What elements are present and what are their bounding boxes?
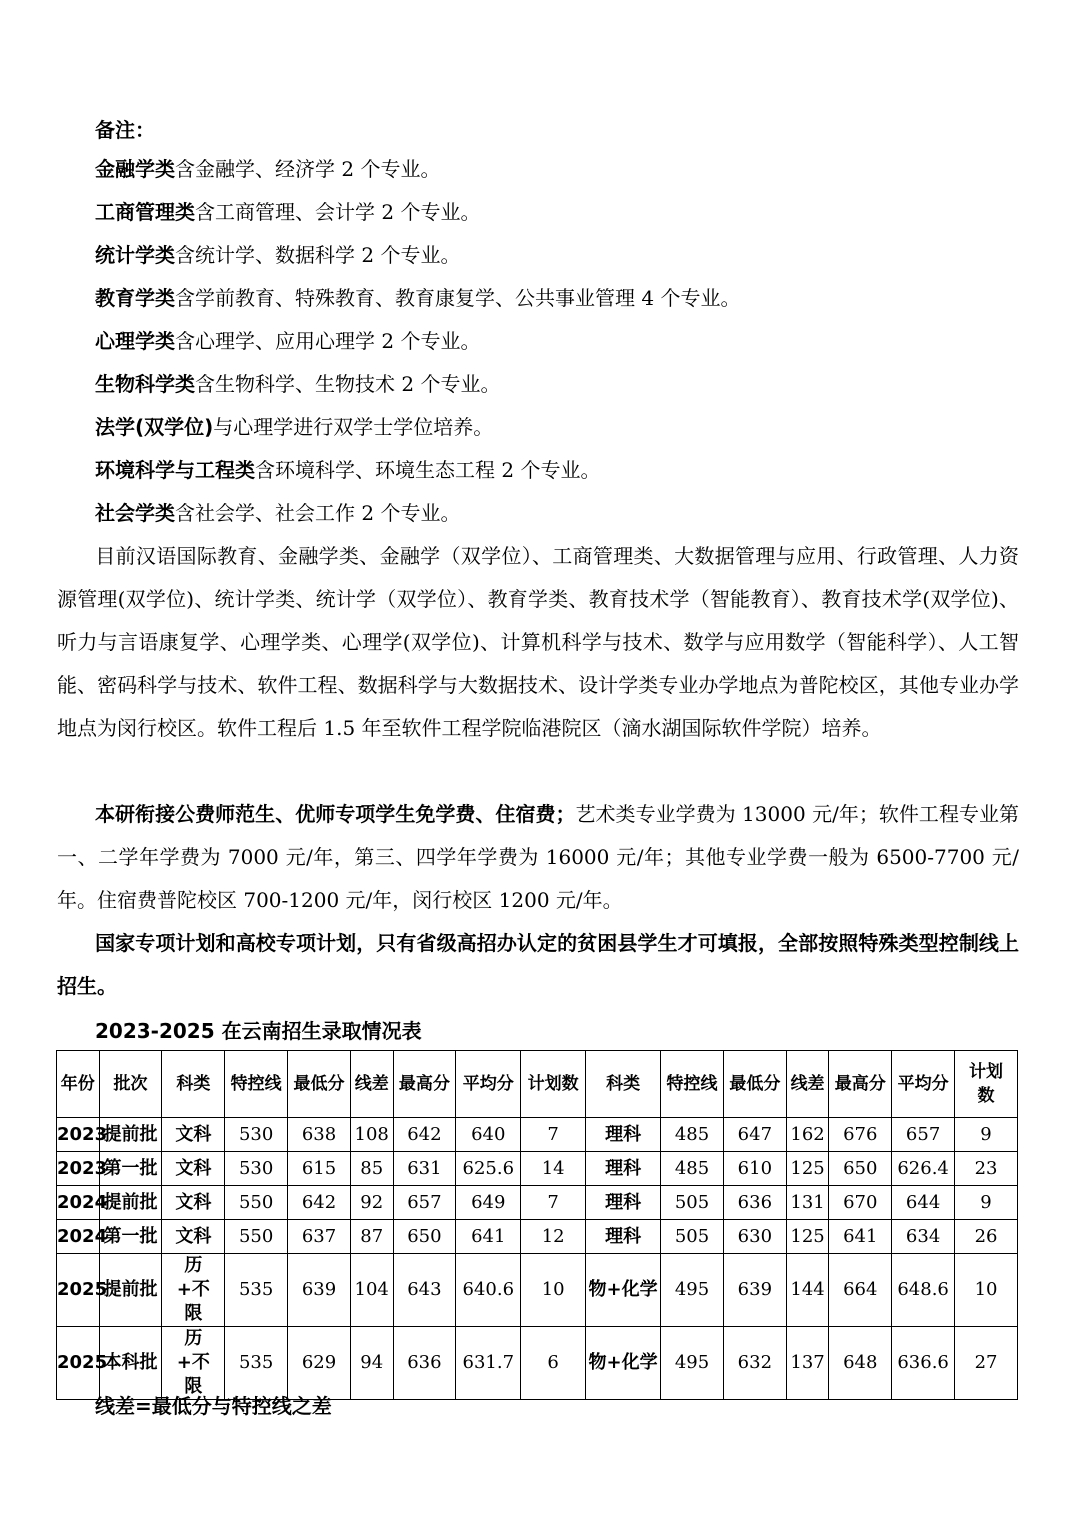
table-cell: 137 [786, 1327, 829, 1400]
note-term: 教育学类 [95, 286, 175, 310]
table-cell: 640.6 [456, 1254, 521, 1327]
batch-cell: 第一批 [99, 1220, 162, 1254]
year-cell: 2024 [57, 1220, 100, 1254]
note-item [95, 327, 480, 355]
table-cell: 649 [456, 1186, 521, 1220]
table-cell: 85 [350, 1152, 393, 1186]
notes-heading: 备注： [95, 118, 155, 142]
batch-cell: 提前批 [99, 1118, 162, 1152]
note-text: 含心理学、应用心理学 2 个专业。 [175, 329, 481, 353]
table-cell: 7 [521, 1118, 586, 1152]
batch-cell: 提前批 [99, 1186, 162, 1220]
fee-paragraph-bold: 本研衔接公费师范生、优师专项学生免学费、住宿费； [95, 802, 576, 826]
batch-cell: 本科批 [99, 1327, 162, 1400]
note-term: 生物科学类 [95, 372, 195, 396]
table-cell: 485 [661, 1152, 724, 1186]
table-cell: 640 [456, 1118, 521, 1152]
table-cell: 144 [786, 1254, 829, 1327]
table-cell: 670 [829, 1186, 892, 1220]
note-text: 含环境科学、环境生态工程 2 个专业。 [255, 458, 601, 482]
subject-cell: 理科 [586, 1152, 661, 1186]
table-cell: 632 [723, 1327, 786, 1400]
table-cell: 9 [955, 1186, 1018, 1220]
table-cell: 92 [350, 1186, 393, 1220]
year-cell: 2024 [57, 1186, 100, 1220]
header-cell: 平均分 [456, 1051, 521, 1118]
note-item [95, 456, 600, 484]
header-cell: 特控线 [661, 1051, 724, 1118]
table-header-row [57, 1051, 1018, 1118]
table-cell: 664 [829, 1254, 892, 1327]
table-cell: 636.6 [892, 1327, 955, 1400]
table-cell: 641 [456, 1220, 521, 1254]
year-cell: 2023 [57, 1152, 100, 1186]
table-cell: 485 [661, 1118, 724, 1152]
note-term: 法学(双学位) [95, 415, 214, 439]
table-row [57, 1220, 1018, 1254]
note-item [95, 155, 440, 183]
header-cell: 线差 [786, 1051, 829, 1118]
table-cell: 550 [225, 1220, 288, 1254]
subject-cell: 文科 [162, 1118, 225, 1152]
subject-cell: 历+不限 [162, 1254, 225, 1327]
header-cell: 年份 [57, 1051, 100, 1118]
header-cell: 最低分 [288, 1051, 351, 1118]
note-item [95, 241, 460, 269]
table-cell: 7 [521, 1186, 586, 1220]
table-row [57, 1186, 1018, 1220]
table-cell: 630 [723, 1220, 786, 1254]
table-cell: 631 [393, 1152, 456, 1186]
note-item [95, 499, 460, 527]
table-cell: 648 [829, 1327, 892, 1400]
table-cell: 505 [661, 1186, 724, 1220]
table-cell: 10 [521, 1254, 586, 1327]
admission-table [56, 1050, 1018, 1400]
header-cell: 最高分 [829, 1051, 892, 1118]
table-cell: 530 [225, 1118, 288, 1152]
table-cell: 641 [829, 1220, 892, 1254]
table-cell: 639 [288, 1254, 351, 1327]
table-cell: 131 [786, 1186, 829, 1220]
note-text: 含学前教育、特殊教育、教育康复学、公共事业管理 4 个专业。 [175, 286, 741, 310]
table-cell: 550 [225, 1186, 288, 1220]
note-text: 含金融学、经济学 2 个专业。 [175, 157, 441, 181]
batch-cell: 提前批 [99, 1254, 162, 1327]
table-cell: 648.6 [892, 1254, 955, 1327]
subject-cell: 历+不限 [162, 1327, 225, 1400]
table-cell: 495 [661, 1327, 724, 1400]
header-cell: 特控线 [225, 1051, 288, 1118]
special-plan-paragraph [57, 922, 1019, 1008]
table-cell: 505 [661, 1220, 724, 1254]
note-text: 含社会学、社会工作 2 个专业。 [175, 501, 461, 525]
header-cell: 最低分 [723, 1051, 786, 1118]
table-row [57, 1254, 1018, 1327]
subject-cell: 物+化学 [586, 1327, 661, 1400]
header-cell: 线差 [350, 1051, 393, 1118]
note-item [95, 370, 500, 398]
note-item [95, 198, 480, 226]
table-cell: 6 [521, 1327, 586, 1400]
table-cell: 530 [225, 1152, 288, 1186]
table-cell: 14 [521, 1152, 586, 1186]
note-text: 与心理学进行双学士学位培养。 [213, 415, 494, 439]
table-cell: 642 [393, 1118, 456, 1152]
table-cell: 27 [955, 1327, 1018, 1400]
table-cell: 23 [955, 1152, 1018, 1186]
year-cell: 2025 [57, 1254, 100, 1327]
table-row [57, 1152, 1018, 1186]
year-cell: 2025 [57, 1327, 100, 1400]
table-cell: 638 [288, 1118, 351, 1152]
table-row [57, 1118, 1018, 1152]
table-cell: 9 [955, 1118, 1018, 1152]
table-cell: 650 [393, 1220, 456, 1254]
table-title: 2023-2025 在云南招生录取情况表 [95, 1019, 422, 1043]
subject-cell: 理科 [586, 1220, 661, 1254]
table-cell: 642 [288, 1186, 351, 1220]
campus-paragraph [57, 535, 1019, 750]
table-cell: 644 [892, 1186, 955, 1220]
header-cell: 科类 [162, 1051, 225, 1118]
year-cell: 2023 [57, 1118, 100, 1152]
note-item [95, 284, 740, 312]
subject-cell: 物+化学 [586, 1254, 661, 1327]
note-term: 社会学类 [95, 501, 175, 525]
campus-paragraph-text: 目前汉语国际教育、金融学类、金融学（双学位）、工商管理类、大数据管理与应用、行政管理、人力资源管理(双学位)、统计学类、统计学（双学位）、教育学类、教育技术学（智能教育）、教育技术学(双学位)、听力与言语康复学、心理学类、心理学(双学位)、计算机科学与技术、数学与应用数学（智能科学）、人工智能、密码科学与技术、软件工程、数据科学与大数据技术、设计学类专业办学地点为普陀校区，其他专业办学地点为闵行校区。软件工程后 1.5 年至软件工程学院临港院区（滴水湖国际软件学院）培养。 [57, 544, 1019, 740]
table-cell: 535 [225, 1327, 288, 1400]
table-row [57, 1327, 1018, 1400]
table-cell: 94 [350, 1327, 393, 1400]
fee-paragraph [57, 793, 1019, 922]
table-cell: 631.7 [456, 1327, 521, 1400]
table-cell: 104 [350, 1254, 393, 1327]
table-cell: 647 [723, 1118, 786, 1152]
note-term: 统计学类 [95, 243, 175, 267]
batch-cell: 第一批 [99, 1152, 162, 1186]
table-cell: 26 [955, 1220, 1018, 1254]
note-term: 环境科学与工程类 [95, 458, 255, 482]
subject-cell: 文科 [162, 1220, 225, 1254]
table-cell: 615 [288, 1152, 351, 1186]
table-cell: 634 [892, 1220, 955, 1254]
table-cell: 636 [393, 1327, 456, 1400]
note-term: 心理学类 [95, 329, 175, 353]
header-cell: 计划数 [955, 1051, 1018, 1118]
table-cell: 12 [521, 1220, 586, 1254]
table-cell: 10 [955, 1254, 1018, 1327]
fee-paragraph-text: 艺术类专业学费为 13000 元/年；软件工程专业第一、二学年学费为 7000 元/年，第三、四学年学费为 16000 元/年；其他专业学费一般为 6500-7700 元/年。住宿费普陀校区 700-1200 元/年，闵行校区 1200 元/年。 [57, 802, 1020, 912]
subject-cell: 文科 [162, 1152, 225, 1186]
header-cell: 最高分 [393, 1051, 456, 1118]
table-cell: 108 [350, 1118, 393, 1152]
subject-cell: 文科 [162, 1186, 225, 1220]
table-cell: 495 [661, 1254, 724, 1327]
header-cell: 科类 [586, 1051, 661, 1118]
table-cell: 125 [786, 1152, 829, 1186]
note-text: 含生物科学、生物技术 2 个专业。 [195, 372, 501, 396]
table-cell: 162 [786, 1118, 829, 1152]
note-item [95, 413, 493, 441]
table-cell: 535 [225, 1254, 288, 1327]
table-cell: 629 [288, 1327, 351, 1400]
table-cell: 657 [393, 1186, 456, 1220]
table-cell: 657 [892, 1118, 955, 1152]
header-cell: 平均分 [892, 1051, 955, 1118]
note-term: 金融学类 [95, 157, 175, 181]
table-cell: 125 [786, 1220, 829, 1254]
subject-cell: 理科 [586, 1118, 661, 1152]
table-cell: 626.4 [892, 1152, 955, 1186]
table-cell: 643 [393, 1254, 456, 1327]
table-cell: 87 [350, 1220, 393, 1254]
note-text: 含工商管理、会计学 2 个专业。 [195, 200, 481, 224]
table-cell: 639 [723, 1254, 786, 1327]
table-cell: 625.6 [456, 1152, 521, 1186]
table-cell: 676 [829, 1118, 892, 1152]
header-cell: 计划数 [521, 1051, 586, 1118]
table-cell: 636 [723, 1186, 786, 1220]
note-text: 含统计学、数据科学 2 个专业。 [175, 243, 461, 267]
note-term: 工商管理类 [95, 200, 195, 224]
table-cell: 650 [829, 1152, 892, 1186]
subject-cell: 理科 [586, 1186, 661, 1220]
table-cell: 637 [288, 1220, 351, 1254]
table-cell: 610 [723, 1152, 786, 1186]
header-cell: 批次 [99, 1051, 162, 1118]
special-plan-text: 国家专项计划和高校专项计划，只有省级高招办认定的贫困县学生才可填报，全部按照特殊类型控制线上招生。 [57, 931, 1019, 998]
table-footnote: 线差=最低分与特控线之差 [95, 1394, 332, 1418]
